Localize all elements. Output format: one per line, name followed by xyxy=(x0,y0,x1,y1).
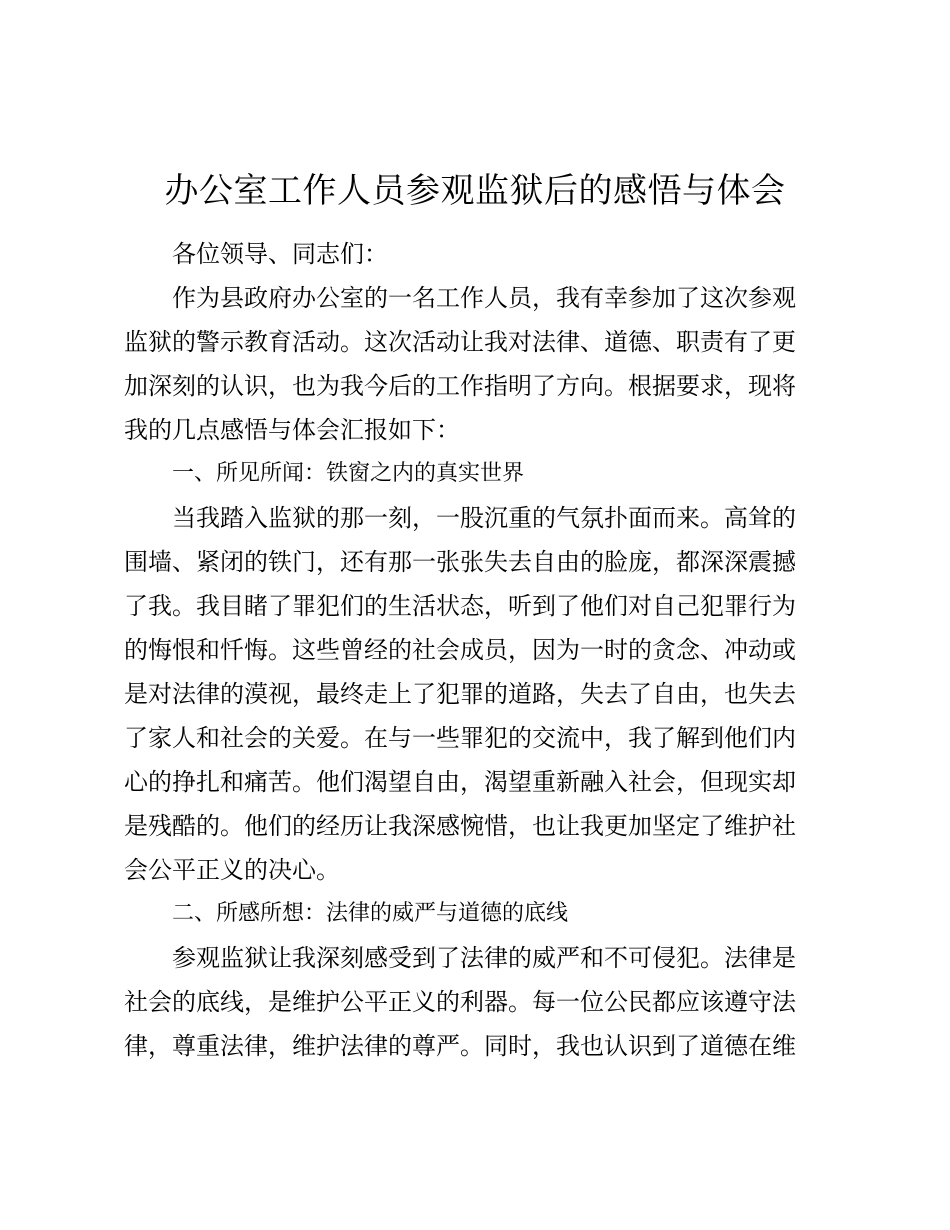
document-title: 办公室工作人员参观监狱后的感悟与体会 xyxy=(164,171,786,211)
section-heading: 一、所见所闻：铁窗之内的真实世界 xyxy=(172,461,525,486)
paragraph-line: 的悔恨和忏悔。这些曾经的社会成员，因为一时的贪念、冲动或 xyxy=(124,636,796,664)
paragraph-line: 社会的底线，是维护公平正义的利器。每一位公民都应该遵守法 xyxy=(124,988,796,1016)
paragraph-line: 会公平正义的决心。 xyxy=(124,856,340,884)
section-heading: 二、所感所想：法律的威严与道德的底线 xyxy=(172,901,569,926)
paragraph-line: 是对法律的漠视，最终走上了犯罪的道路，失去了自由，也失去 xyxy=(124,680,796,708)
paragraph-line: 当我踏入监狱的那一刻，一股沉重的气氛扑面而来。高耸的 xyxy=(172,504,796,532)
paragraph-line: 作为县政府办公室的一名工作人员，我有幸参加了这次参观 xyxy=(172,284,796,312)
paragraph-line: 了家人和社会的关爱。在与一些罪犯的交流中，我了解到他们内 xyxy=(124,724,796,752)
paragraph-line: 加深刻的认识，也为我今后的工作指明了方向。根据要求，现将 xyxy=(124,372,796,400)
paragraph-line: 参观监狱让我深刻感受到了法律的威严和不可侵犯。法律是 xyxy=(172,944,796,972)
paragraph-line: 围墙、紧闭的铁门，还有那一张张失去自由的脸庞，都深深震撼 xyxy=(124,548,796,576)
paragraph-line: 了我。我目睹了罪犯们的生活状态，听到了他们对自己犯罪行为 xyxy=(124,592,796,620)
paragraph-line: 监狱的警示教育活动。这次活动让我对法律、道德、职责有了更 xyxy=(124,328,796,356)
paragraph-line: 是残酷的。他们的经历让我深感惋惜，也让我更加坚定了维护社 xyxy=(124,812,796,840)
paragraph-line: 心的挣扎和痛苦。他们渴望自由，渴望重新融入社会，但现实却 xyxy=(124,768,796,796)
paragraph-line: 律，尊重法律，维护法律的尊严。同时，我也认识到了道德在维 xyxy=(124,1032,796,1060)
paragraph-line: 我的几点感悟与体会汇报如下： xyxy=(124,416,460,444)
salutation: 各位领导、同志们： xyxy=(172,240,388,268)
